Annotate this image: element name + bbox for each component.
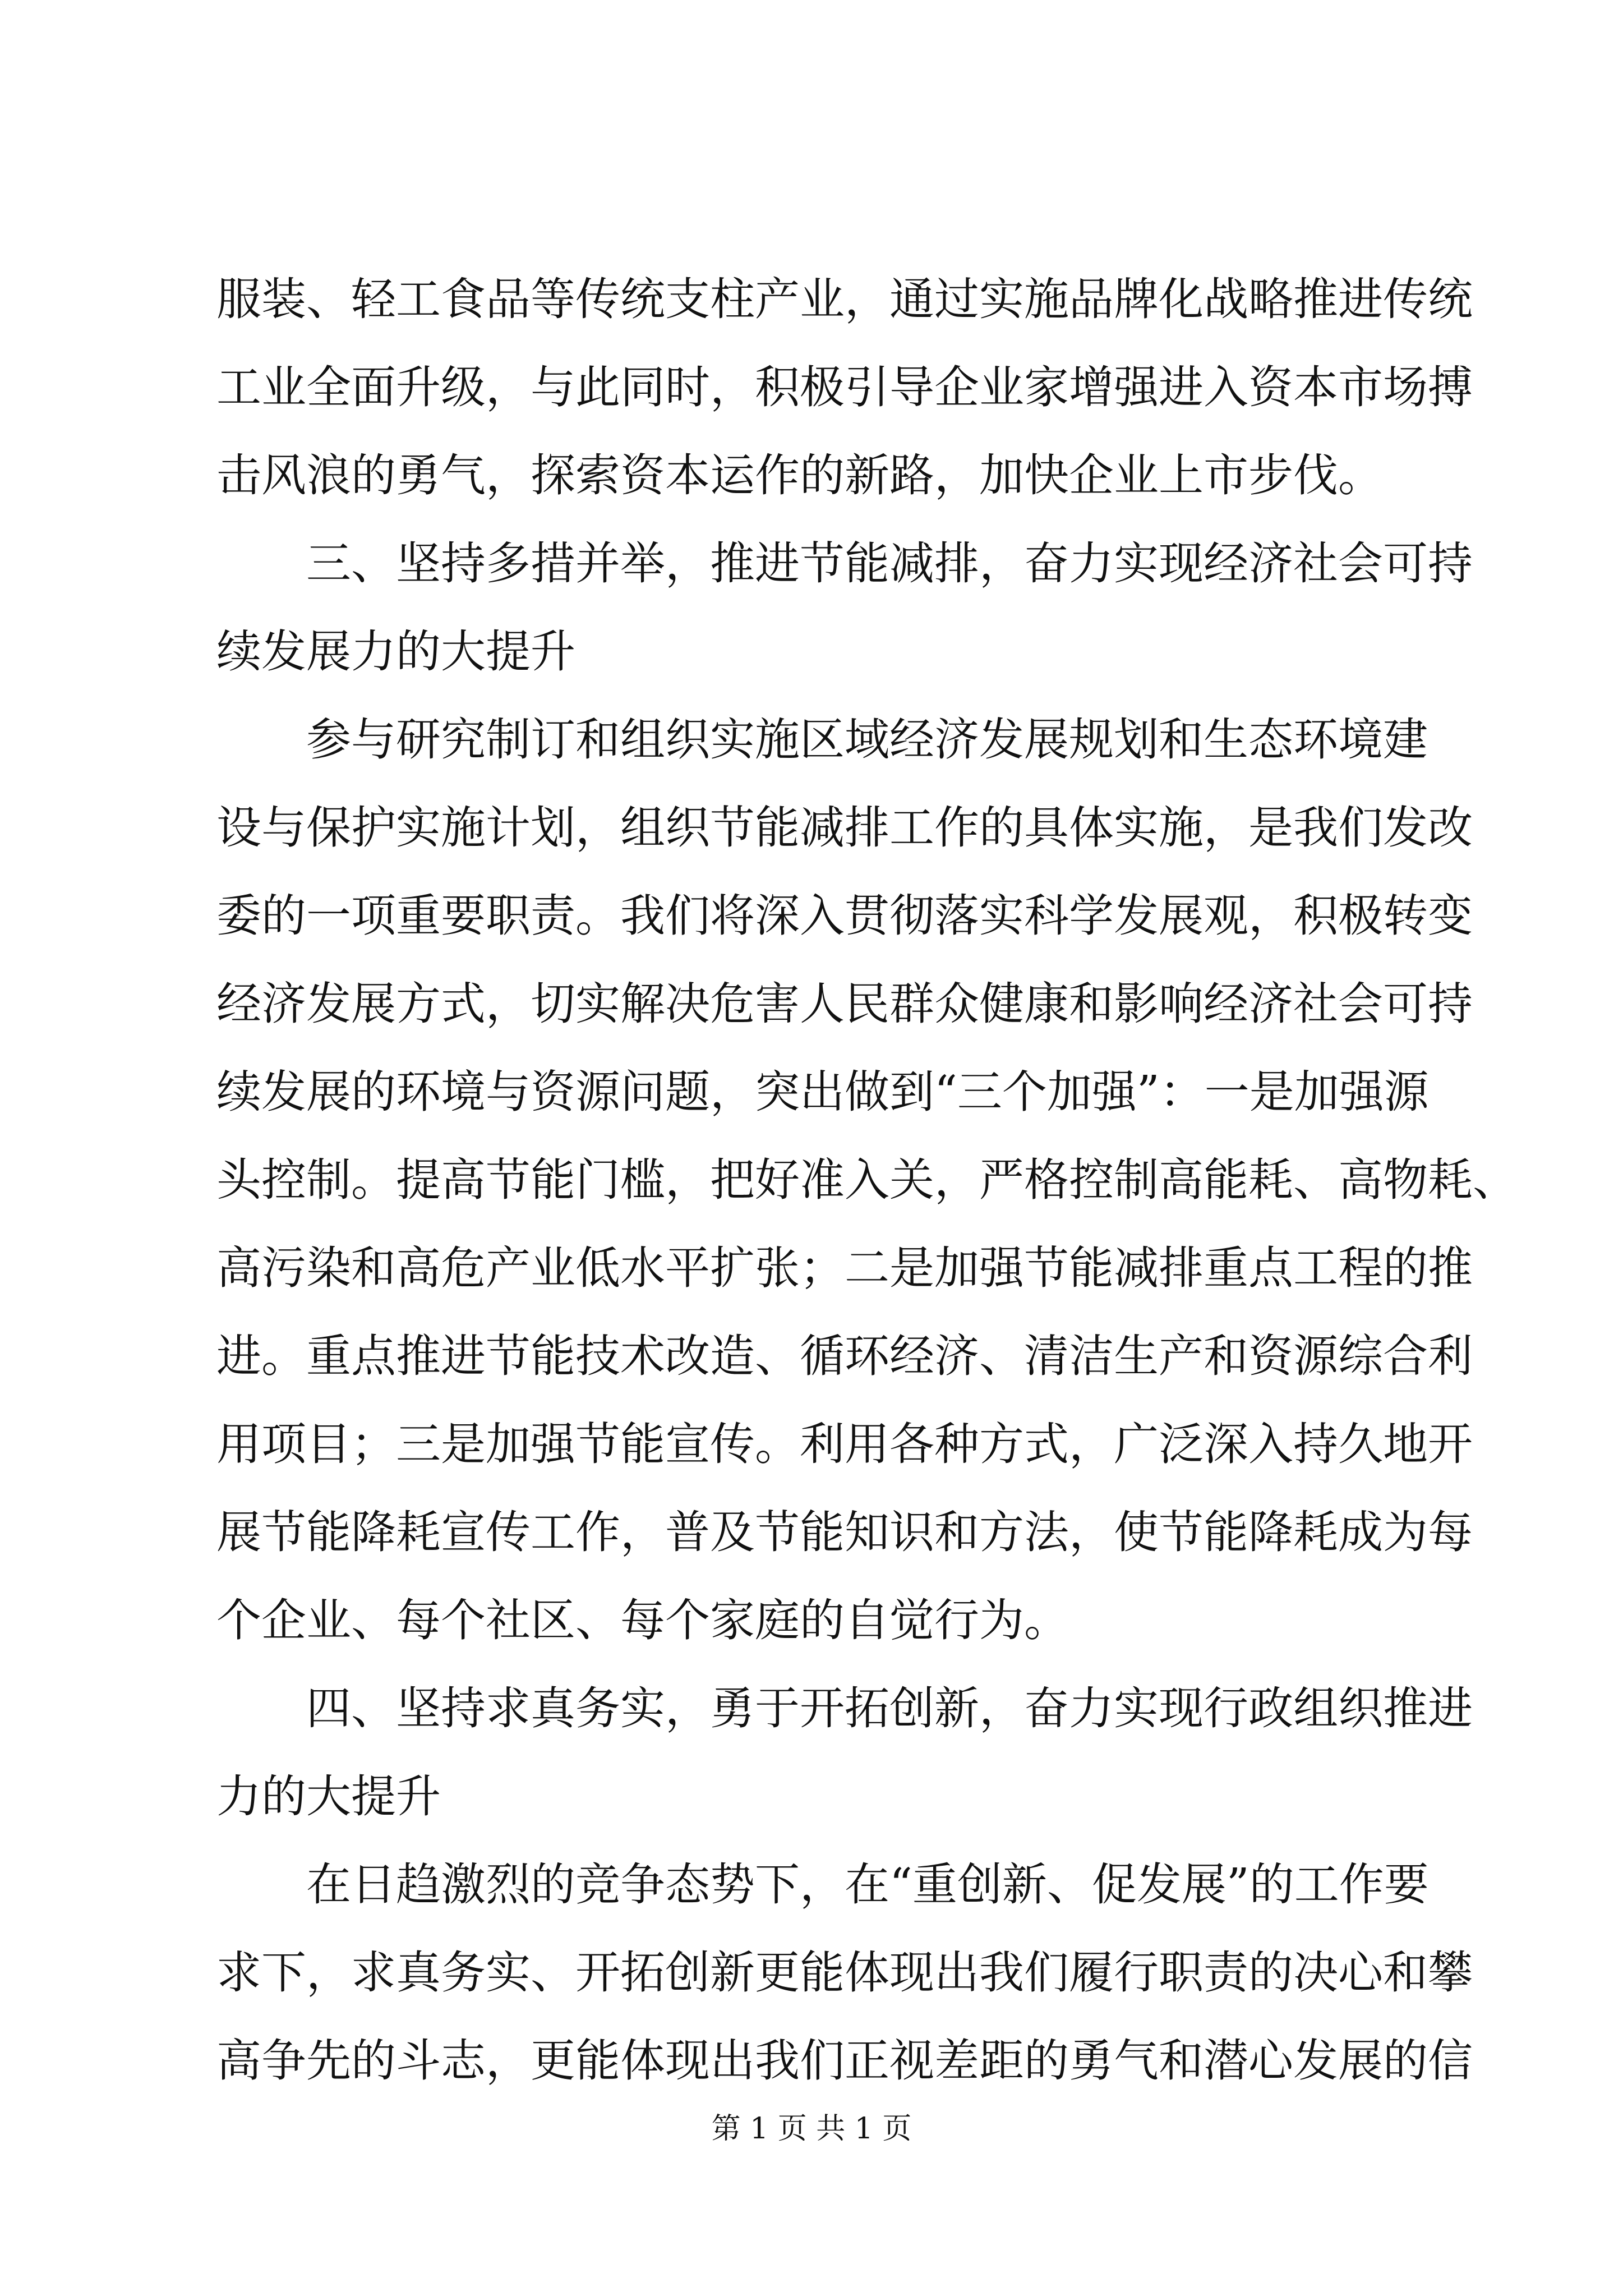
text-line: 进。重点推进节能技术改造、循环经济、清洁生产和资源综合利 — [216, 1330, 1473, 1382]
text-line: 续发展力的大提升 — [216, 625, 575, 678]
text-line: 求下，求真务实、开拓创新更能体现出我们履行职责的决心和攀 — [216, 1947, 1473, 1999]
body-text — [216, 255, 1518, 2105]
text-line: 击风浪的勇气，探索资本运作的新路，加快企业上市步伐。 — [216, 449, 1383, 501]
text-line: 四、坚持求真务实，勇于开拓创新，奋力实现行政组织推进 — [306, 1682, 1473, 1734]
text-line: 用项目；三是加强节能宣传。利用各种方式，广泛深入持久地开 — [216, 1418, 1473, 1470]
text-line: 委的一项重要职责。我们将深入贯彻落实科学发展观，积极转变 — [216, 890, 1473, 942]
text-line: 力的大提升 — [216, 1770, 441, 1823]
text-line: 在日趋激烈的竞争态势下，在“重创新、促发展”的工作要 — [306, 1858, 1429, 1911]
text-line: 续发展的环境与资源问题，突出做到“三个加强”：一是加强源 — [216, 1066, 1429, 1118]
page-footer: 第 1 页 共 1 页 — [711, 2112, 912, 2146]
text-line: 工业全面升级，与此同时，积极引导企业家增强进入资本市场搏 — [216, 361, 1473, 413]
text-line: 头控制。提高节能门槛，把好准入关，严格控制高能耗、高物耗、 — [216, 1154, 1518, 1206]
text-line: 服装、轻工食品等传统支柱产业，通过实施品牌化战略推进传统 — [216, 273, 1473, 325]
text-line: 参与研究制订和组织实施区域经济发展规划和生态环境建 — [306, 714, 1428, 766]
text-line: 经济发展方式，切实解决危害人民群众健康和影响经济社会可持 — [216, 978, 1473, 1030]
text-line: 展节能降耗宣传工作，普及节能知识和方法，使节能降耗成为每 — [216, 1506, 1473, 1558]
text-line: 个企业、每个社区、每个家庭的自觉行为。 — [216, 1594, 1069, 1646]
text-line: 高污染和高危产业低水平扩张；二是加强节能减排重点工程的推 — [216, 1242, 1473, 1294]
text-line: 高争先的斗志，更能体现出我们正视差距的勇气和潜心发展的信 — [216, 2035, 1473, 2087]
text-line: 三、坚持多措并举，推进节能减排，奋力实现经济社会可持 — [306, 537, 1473, 590]
text-line: 设与保护实施计划，组织节能减排工作的具体实施，是我们发改 — [216, 802, 1473, 854]
